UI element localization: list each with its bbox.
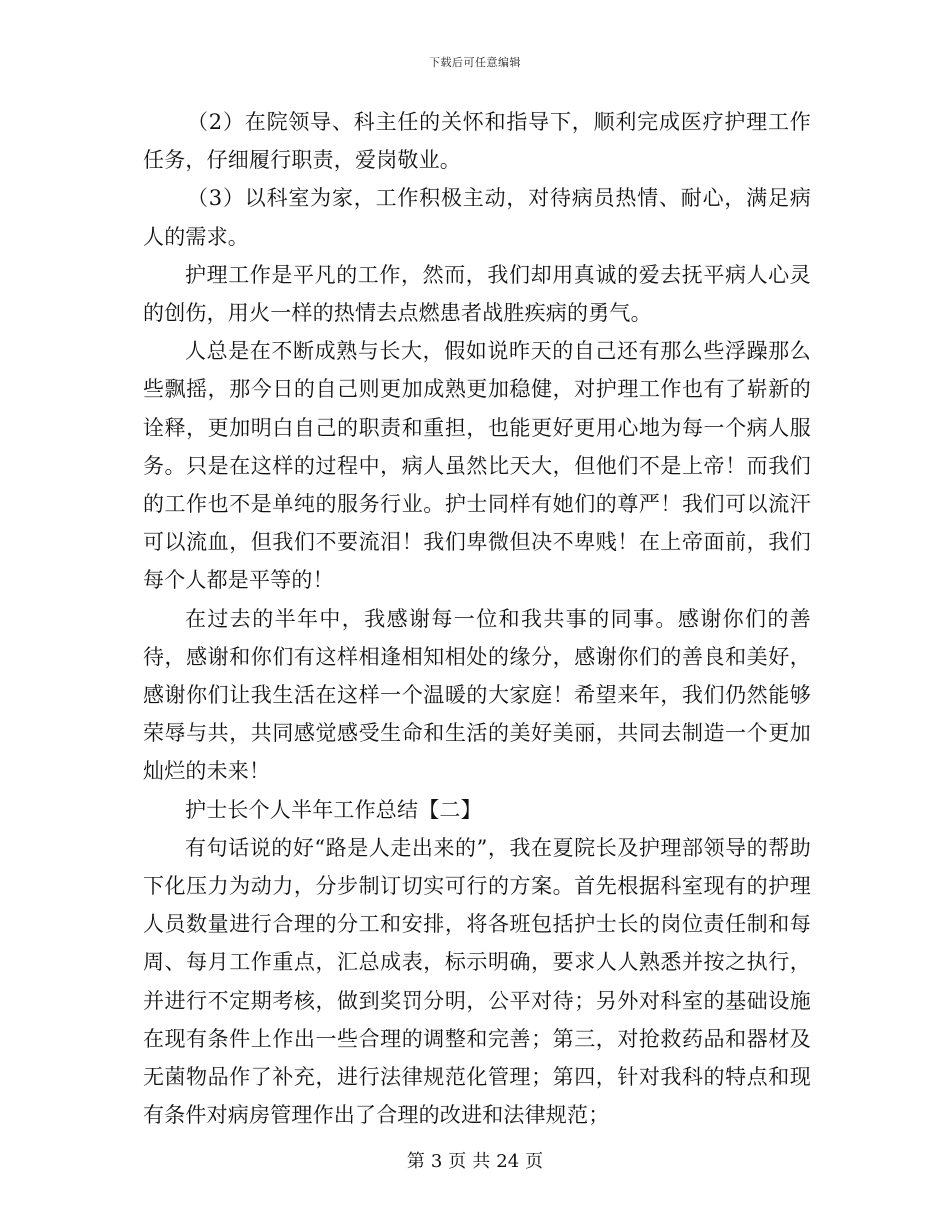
document-body (143, 103, 811, 1134)
paragraph-growth: 人总是在不断成熟与长大，假如说昨天的自己还有那么些浮躁那么些飘摇，那今日的自己则更加成熟更加稳健，对护理工作也有了崭新的诠释，更加明白自己的职责和重担，也能更好更用心地为每一个病人服务。只是在这样的过程中，病人虽然比天大，但他们不是上帝！而我们的工作也不是单纯的服务行业。护士同样有她们的尊严！我们可以流汗可以流血，但我们不要流泪！我们卑微但决不卑贱！在上帝面前，我们每个人都是平等的！ (143, 339, 811, 593)
paragraph-nursing-work: 护理工作是平凡的工作，然而，我们却用真诚的爱去抚平病人心灵的创伤，用火一样的热情去点燃患者战胜疾病的勇气。 (143, 262, 811, 326)
footer-page-prefix: 第 (406, 1151, 425, 1172)
paragraph-thanks: 在过去的半年中，我感谢每一位和我共事的同事。感谢你们的善待，感谢和你们有这样相逢相知相处的缘分，感谢你们的善良和美好，感谢你们让我生活在这样一个温暖的大家庭！希望来年，我们仍然能够荣辱与共，共同感觉感受生命和生活的美好美丽，共同去制造一个更加灿烂的未来！ (143, 606, 811, 784)
page-footer (0, 1147, 950, 1173)
footer-total-suffix: 页 (525, 1151, 544, 1172)
paragraph-management: 有句话说的好“路是人走出来的”，我在夏院长及护理部领导的帮助下化压力为动力，分步制订切实可行的方案。首先根据科室现有的护理人员数量进行合理的分工和安排，将各班包括护士长的岗位责任制和每周、每月工作重点，汇总成表，标示明确，要求人人熟悉并按之执行，并进行不定期考核，做到奖罚分明，公平对待；另外对科室的基础设施在现有条件上作出一些合理的调整和完善；第三，对抢救药品和器材及无菌物品作了补充，进行法律规范化管理；第四，针对我科的特点和现有条件对病房管理作出了合理的改进和法律规范； (143, 835, 811, 1128)
page-header: 下载后可任意编辑 (429, 56, 521, 69)
footer-total-prefix: 共 (472, 1151, 491, 1172)
paragraph-item-2: （2）在院领导、科主任的关怀和指导下，顺利完成医疗护理工作任务，仔细履行职责，爱岗敬业。 (143, 110, 811, 173)
footer-page-mid: 页 (448, 1151, 467, 1172)
footer-page-number: 3 (430, 1151, 443, 1172)
paragraph-item-3: （3）以科室为家，工作积极主动，对待病员热情、耐心，满足病人的需求。 (143, 186, 811, 249)
section-heading: 护士长个人半年工作总结【二】 (185, 797, 482, 822)
footer-total-pages: 24 (496, 1151, 520, 1172)
